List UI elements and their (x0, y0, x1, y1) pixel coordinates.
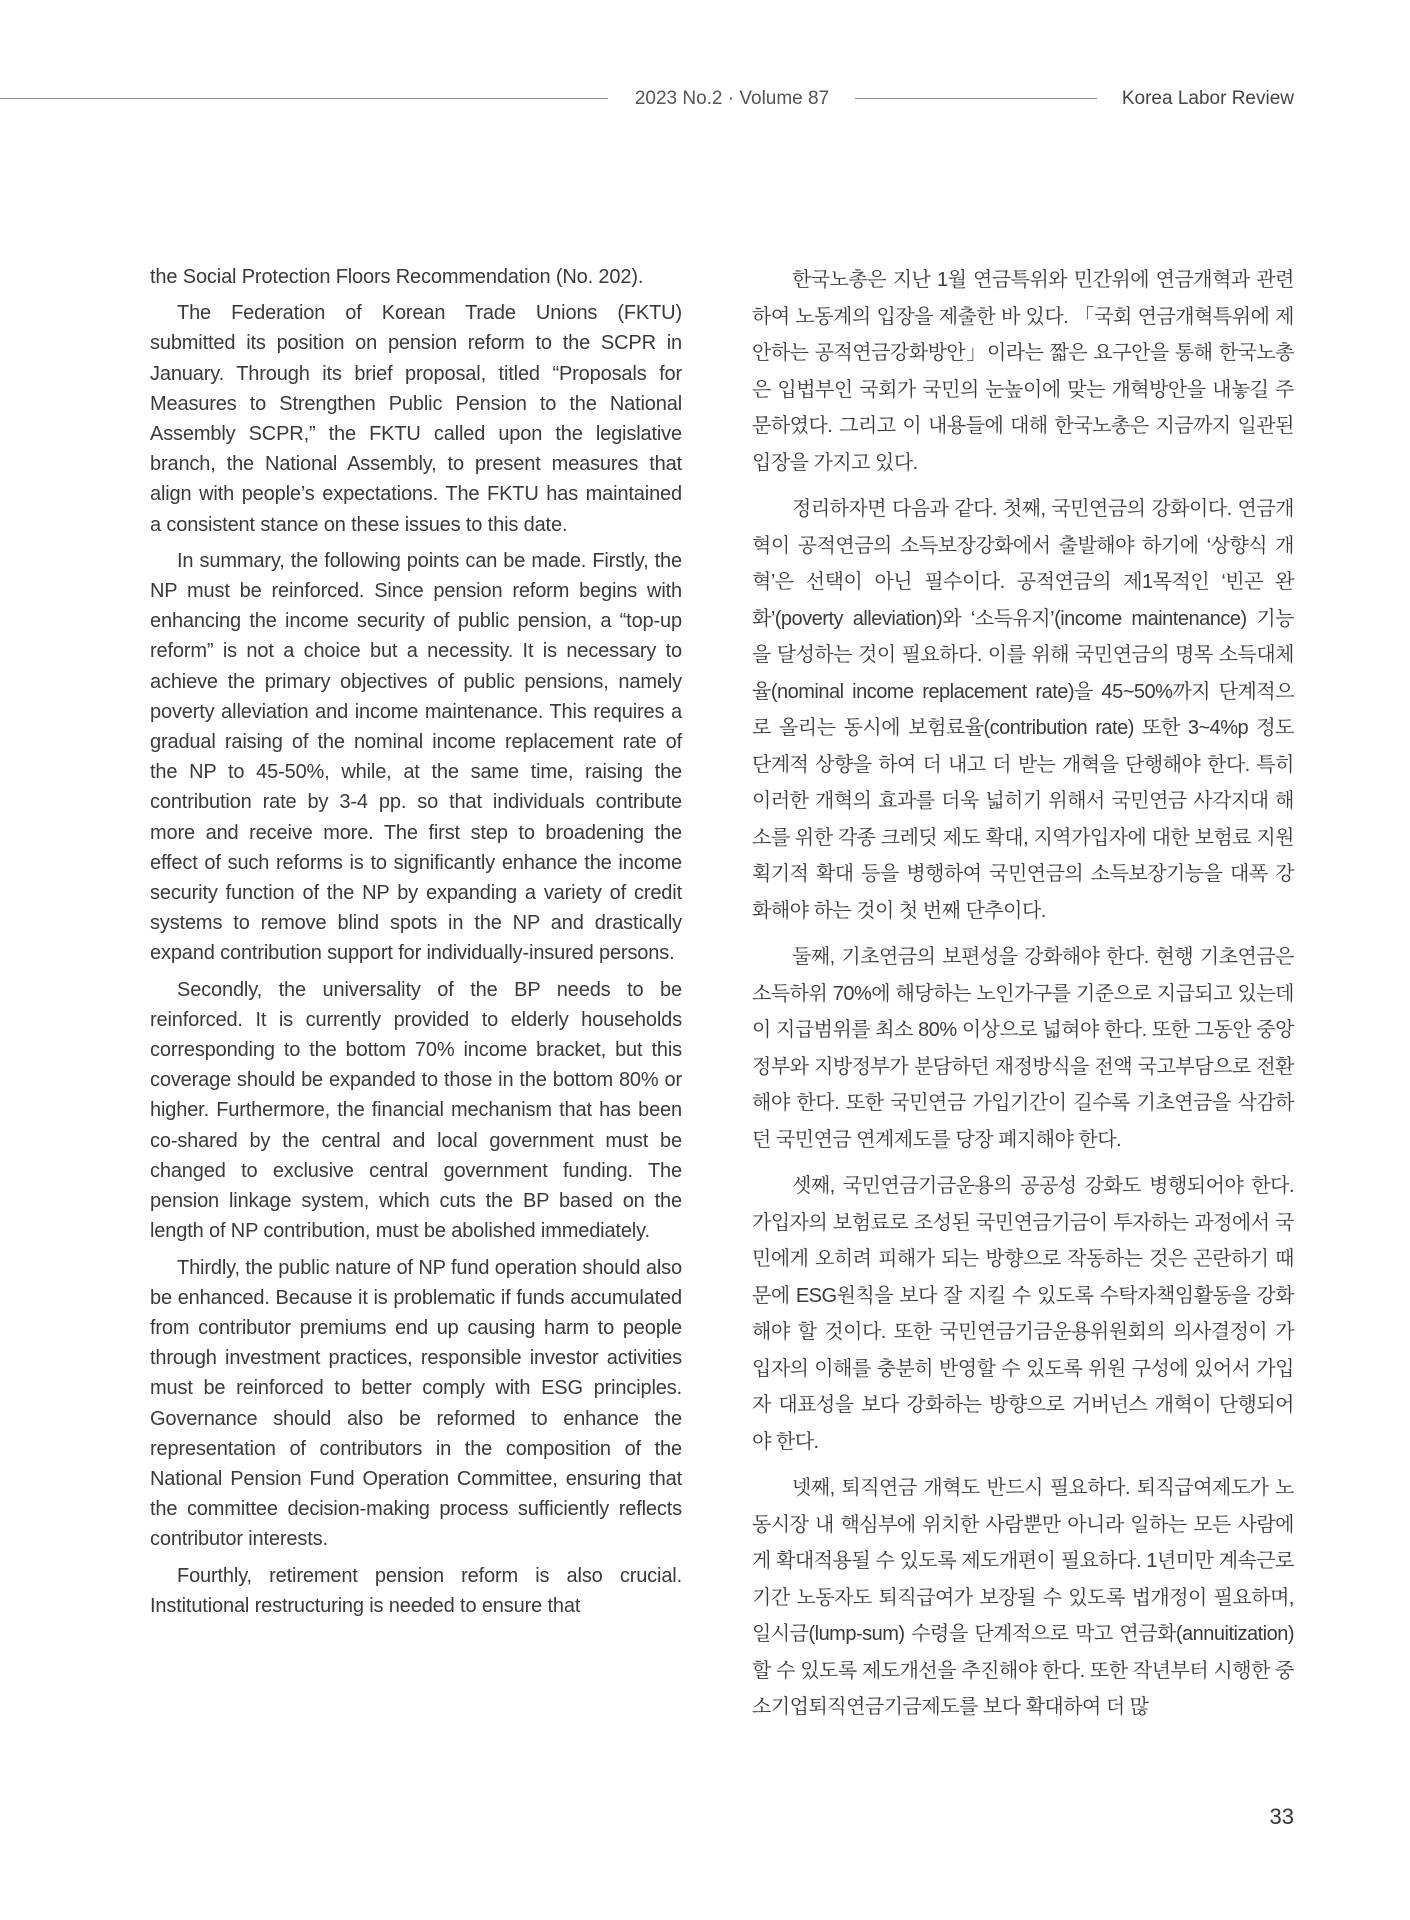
english-paragraph: the Social Protection Floors Recommendation (No. 202). (150, 266, 644, 288)
english-paragraph: In summary, the following points can be made. Firstly, the NP must be reinforced. Since pension reform begins with enhancing the income security of public pension, a “top-up reform” is not a choice but a necessity. It is necessary to achieve the primary objectives of public pensions, namely poverty alleviation and income maintenance. This requires a gradual raising of the nominal income replacement rate of the NP to 45-50%, while, at the same time, raising the contribution rate by 3-4 pp. so that individuals contribute more and receive more. The first step to broadening the effect of such reforms is to significantly enhance the income security function of the NP by expanding a variety of credit systems to remove blind spots in the NP and drastically expand contribution support for individually-insured persons. (150, 549, 682, 965)
korean-paragraph: 넷째, 퇴직연금 개혁도 반드시 필요하다. 퇴직급여제도가 노동시장 내 핵심부에 위치한 사람뿐만 아니라 일하는 모든 사람에게 확대적용될 수 있도록 제도개편이 필요하다. 1년미만 계속근로기간 노동자도 퇴직급여가 보장될 수 있도록 법개정이 필요하며, 일시금(lump-sum) 수령을 단계적으로 막고 연금화(annuitization)할 수 있도록 제도개선을 추진해야 한다. 또한 작년부터 시행한 중소기업퇴직연금기금제도를 보다 확대하여 더 많 (752, 1477, 1294, 1718)
header-rule-right (855, 98, 1097, 99)
page-number: 33 (1269, 1804, 1294, 1829)
korean-paragraph: 셋째, 국민연금기금운용의 공공성 강화도 병행되어야 한다. 가입자의 보험료로 조성된 국민연금기금이 투자하는 과정에서 국민에게 오히려 피해가 되는 방향으로 작동하는 것은 곤란하기 때문에 ESG원칙을 보다 잘 지킬 수 있도록 수탁자책임활동을 강화해야 할 것이다. 또한 국민연금기금운용위원회의 의사결정이 가입자의 이해를 충분히 반영할 수 있도록 위원 구성에 있어서 가입자 대표성을 보다 강화하는 방향으로 거버넌스 개혁이 단행되어야 한다. (752, 1175, 1294, 1453)
english-column (150, 262, 682, 1627)
journal-title: Korea Labor Review (1121, 88, 1294, 109)
english-paragraph: The Federation of Korean Trade Unions (FKTU) submitted its position on pension reform to the SCPR in January. Through its brief proposal, titled “Proposals for Measures to Strengthen Public Pension to the National Assembly SCPR,” the FKTU called upon the legislative branch, the National Assembly, to present measures that align with people’s expectations. The FKTU has maintained a consistent stance on these issues to this date. (150, 302, 682, 536)
korean-paragraph: 둘째, 기초연금의 보편성을 강화해야 한다. 현행 기초연금은 소득하위 70%에 해당하는 노인가구를 기준으로 지급되고 있는데 이 지급범위를 최소 80% 이상으로 넓혀야 한다. 또한 그동안 중앙정부와 지방정부가 분담하던 재정방식을 전액 국고부담으로 전환해야 한다. 또한 국민연금 가입기간이 길수록 기초연금을 삭감하던 국민연금 연계제도를 당장 폐지해야 한다. (752, 946, 1294, 1151)
running-header (0, 86, 1410, 112)
english-paragraph: Thirdly, the public nature of NP fund operation should also be enhanced. Because it is problematic if funds accumulated from contributor premiums end up causing harm to people through investment practices, responsible investor activities must be reinforced to better comply with ESG principles. Governance should also be reformed to enhance the representation of contributors in the composition of the National Pension Fund Operation Committee, ensuring that the committee decision-making process sufficiently reflects contributor interests. (150, 1256, 682, 1551)
korean-column (752, 262, 1294, 1736)
english-paragraph: Secondly, the universality of the BP needs to be reinforced. It is currently provided to elderly households corresponding to the bottom 70% income bracket, but this coverage should be expanded to those in the bottom 80% or higher. Furthermore, the financial mechanism that has been co-shared by the central and local government must be changed to exclusive central government funding. The pension linkage system, which cuts the BP based on the length of NP contribution, must be abolished immediately. (150, 978, 682, 1243)
header-rule-left (0, 98, 608, 99)
korean-paragraph: 한국노총은 지난 1월 연금특위와 민간위에 연금개혁과 관련하여 노동계의 입장을 제출한 바 있다. 「국회 연금개혁특위에 제안하는 공적연금강화방안」이라는 짧은 요구안을 통해 한국노총은 입법부인 국회가 국민의 눈높이에 맞는 개혁방안을 내놓길 주문하였다. 그리고 이 내용들에 대해 한국노총은 지금까지 일관된 입장을 가지고 있다. (752, 269, 1294, 474)
english-paragraph: Fourthly, retirement pension reform is also crucial. Institutional restructuring is needed to ensure that (150, 1564, 682, 1617)
issue-label: 2023 No.2 · Volume 87 (634, 88, 830, 109)
korean-paragraph: 정리하자면 다음과 같다. 첫째, 국민연금의 강화이다. 연금개혁이 공적연금의 소득보장강화에서 출발해야 하기에 ‘상향식 개혁’은 선택이 아닌 필수이다. 공적연금의 제1목적인 ‘빈곤 완화’(poverty alleviation)와 ‘소득유지’(income maintenance) 기능을 달성하는 것이 필요하다. 이를 위해 국민연금의 명목 소득대체율(nominal income replacement rate)을 45~50%까지 단계적으로 올리는 동시에 보험료율(contribution rate) 또한 3~4%p 정도 단계적 상향을 하여 더 내고 더 받는 개혁을 단행해야 한다. 특히 이러한 개혁의 효과를 더욱 넓히기 위해서 국민연금 사각지대 해소를 위한 각종 크레딧 제도 확대, 지역가입자에 대한 보험료 지원 획기적 확대 등을 병행하여 국민연금의 소득보장기능을 대폭 강화해야 하는 것이 첫 번째 단추이다. (752, 498, 1294, 922)
